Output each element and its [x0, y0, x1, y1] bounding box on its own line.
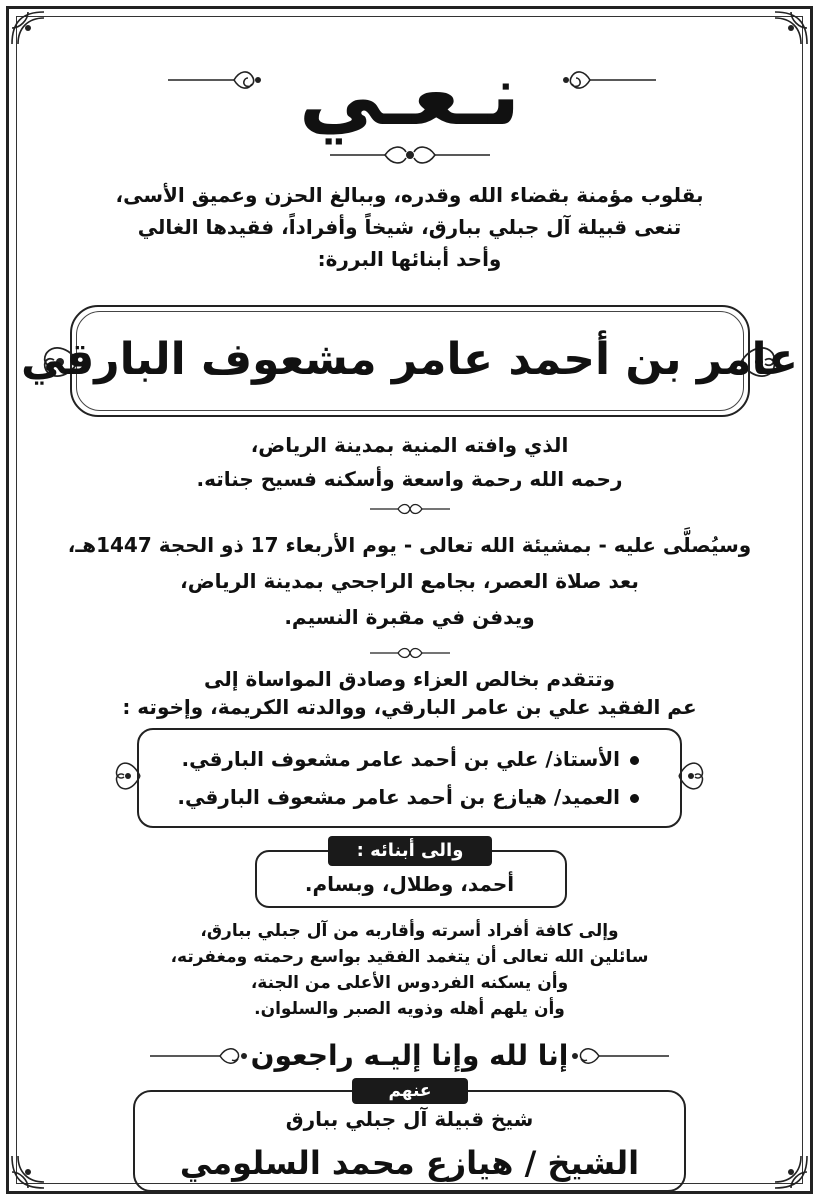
prayer-info-line: وسيُصلَّى عليه - بمشيئة الله تعالى - يوم الأربعاء 17 ذو الحجة 1447هـ،: [67, 533, 752, 557]
brother-item: [177, 780, 639, 814]
closing-line: وإلى كافة أفراد أسرته وأقاربه من آل جبلي ببارق،: [200, 921, 619, 941]
quran-verse: إنا لله وإنا إليـه راجعون: [250, 1039, 569, 1072]
bullet-icon: [630, 756, 639, 765]
prayer-info-line: بعد صلاة العصر، بجامع الراجحي بمدينة الرياض،: [180, 569, 639, 593]
brother-name: العميد/ هيازع بن أحمد عامر مشعوف البارقي.: [177, 785, 620, 809]
side-flourish-icon: [677, 752, 707, 804]
from-label: عنهم: [352, 1078, 468, 1104]
condolence-line: عم الفقيد علي بن عامر البارقي، ووالدته الكريمة، وإخوته :: [122, 695, 697, 719]
divider-flourish-icon: [370, 500, 450, 522]
scroll-flourish-icon: [168, 66, 264, 98]
intro-line: وأحد أبنائها البررة:: [317, 247, 502, 271]
side-flourish-icon: [112, 752, 142, 804]
divider-flourish-icon: [370, 644, 450, 666]
closing-line: وأن يلهم أهله وذويه الصبر والسلوان.: [254, 999, 565, 1019]
prayer-info-line: ويدفن في مقبرة النسيم.: [284, 605, 535, 629]
closing-line: وأن يسكنه الفردوس الأعلى من الجنة،: [250, 973, 569, 993]
sons-label: والى أبنائه :: [328, 836, 492, 866]
brother-name: الأستاذ/ علي بن أحمد عامر مشعوف البارقي.: [181, 747, 620, 771]
scroll-flourish-icon: [560, 66, 656, 98]
sheikh-name: الشيخ / هيازع محمد السلومي: [179, 1144, 640, 1182]
sons-names: أحمد، وطلال، وبسام.: [304, 872, 515, 896]
death-info-line: الذي وافته المنية بمدينة الرياض،: [250, 433, 569, 457]
bullet-icon: [630, 794, 639, 803]
intro-line: تنعى قبيلة آل جبلي ببارق، شيخاً وأفراداً، فقيدها الغالي: [137, 215, 682, 239]
deceased-name: عامر بن أحمد عامر مشعوف البارقي: [20, 334, 799, 385]
intro-line: بقلوب مؤمنة بقضاء الله وقدره، وببالغ الحزن وعميق الأسى،: [115, 183, 704, 207]
condolence-line: وتتقدم بخالص العزاء وصادق المواساة إلى: [203, 667, 616, 691]
death-info-line: رحمه الله رحمة واسعة وأسكنه فسيح جناته.: [196, 467, 623, 491]
brother-item: [181, 742, 639, 776]
sheikh-title: شيخ قبيلة آل جبلي ببارق: [285, 1107, 534, 1131]
divider-flourish-icon: [330, 140, 490, 174]
closing-line: سائلين الله تعالى أن يتغمد الفقيد بواسع رحمته ومغفرته،: [170, 947, 649, 967]
page-title: نـعـي: [298, 46, 521, 144]
